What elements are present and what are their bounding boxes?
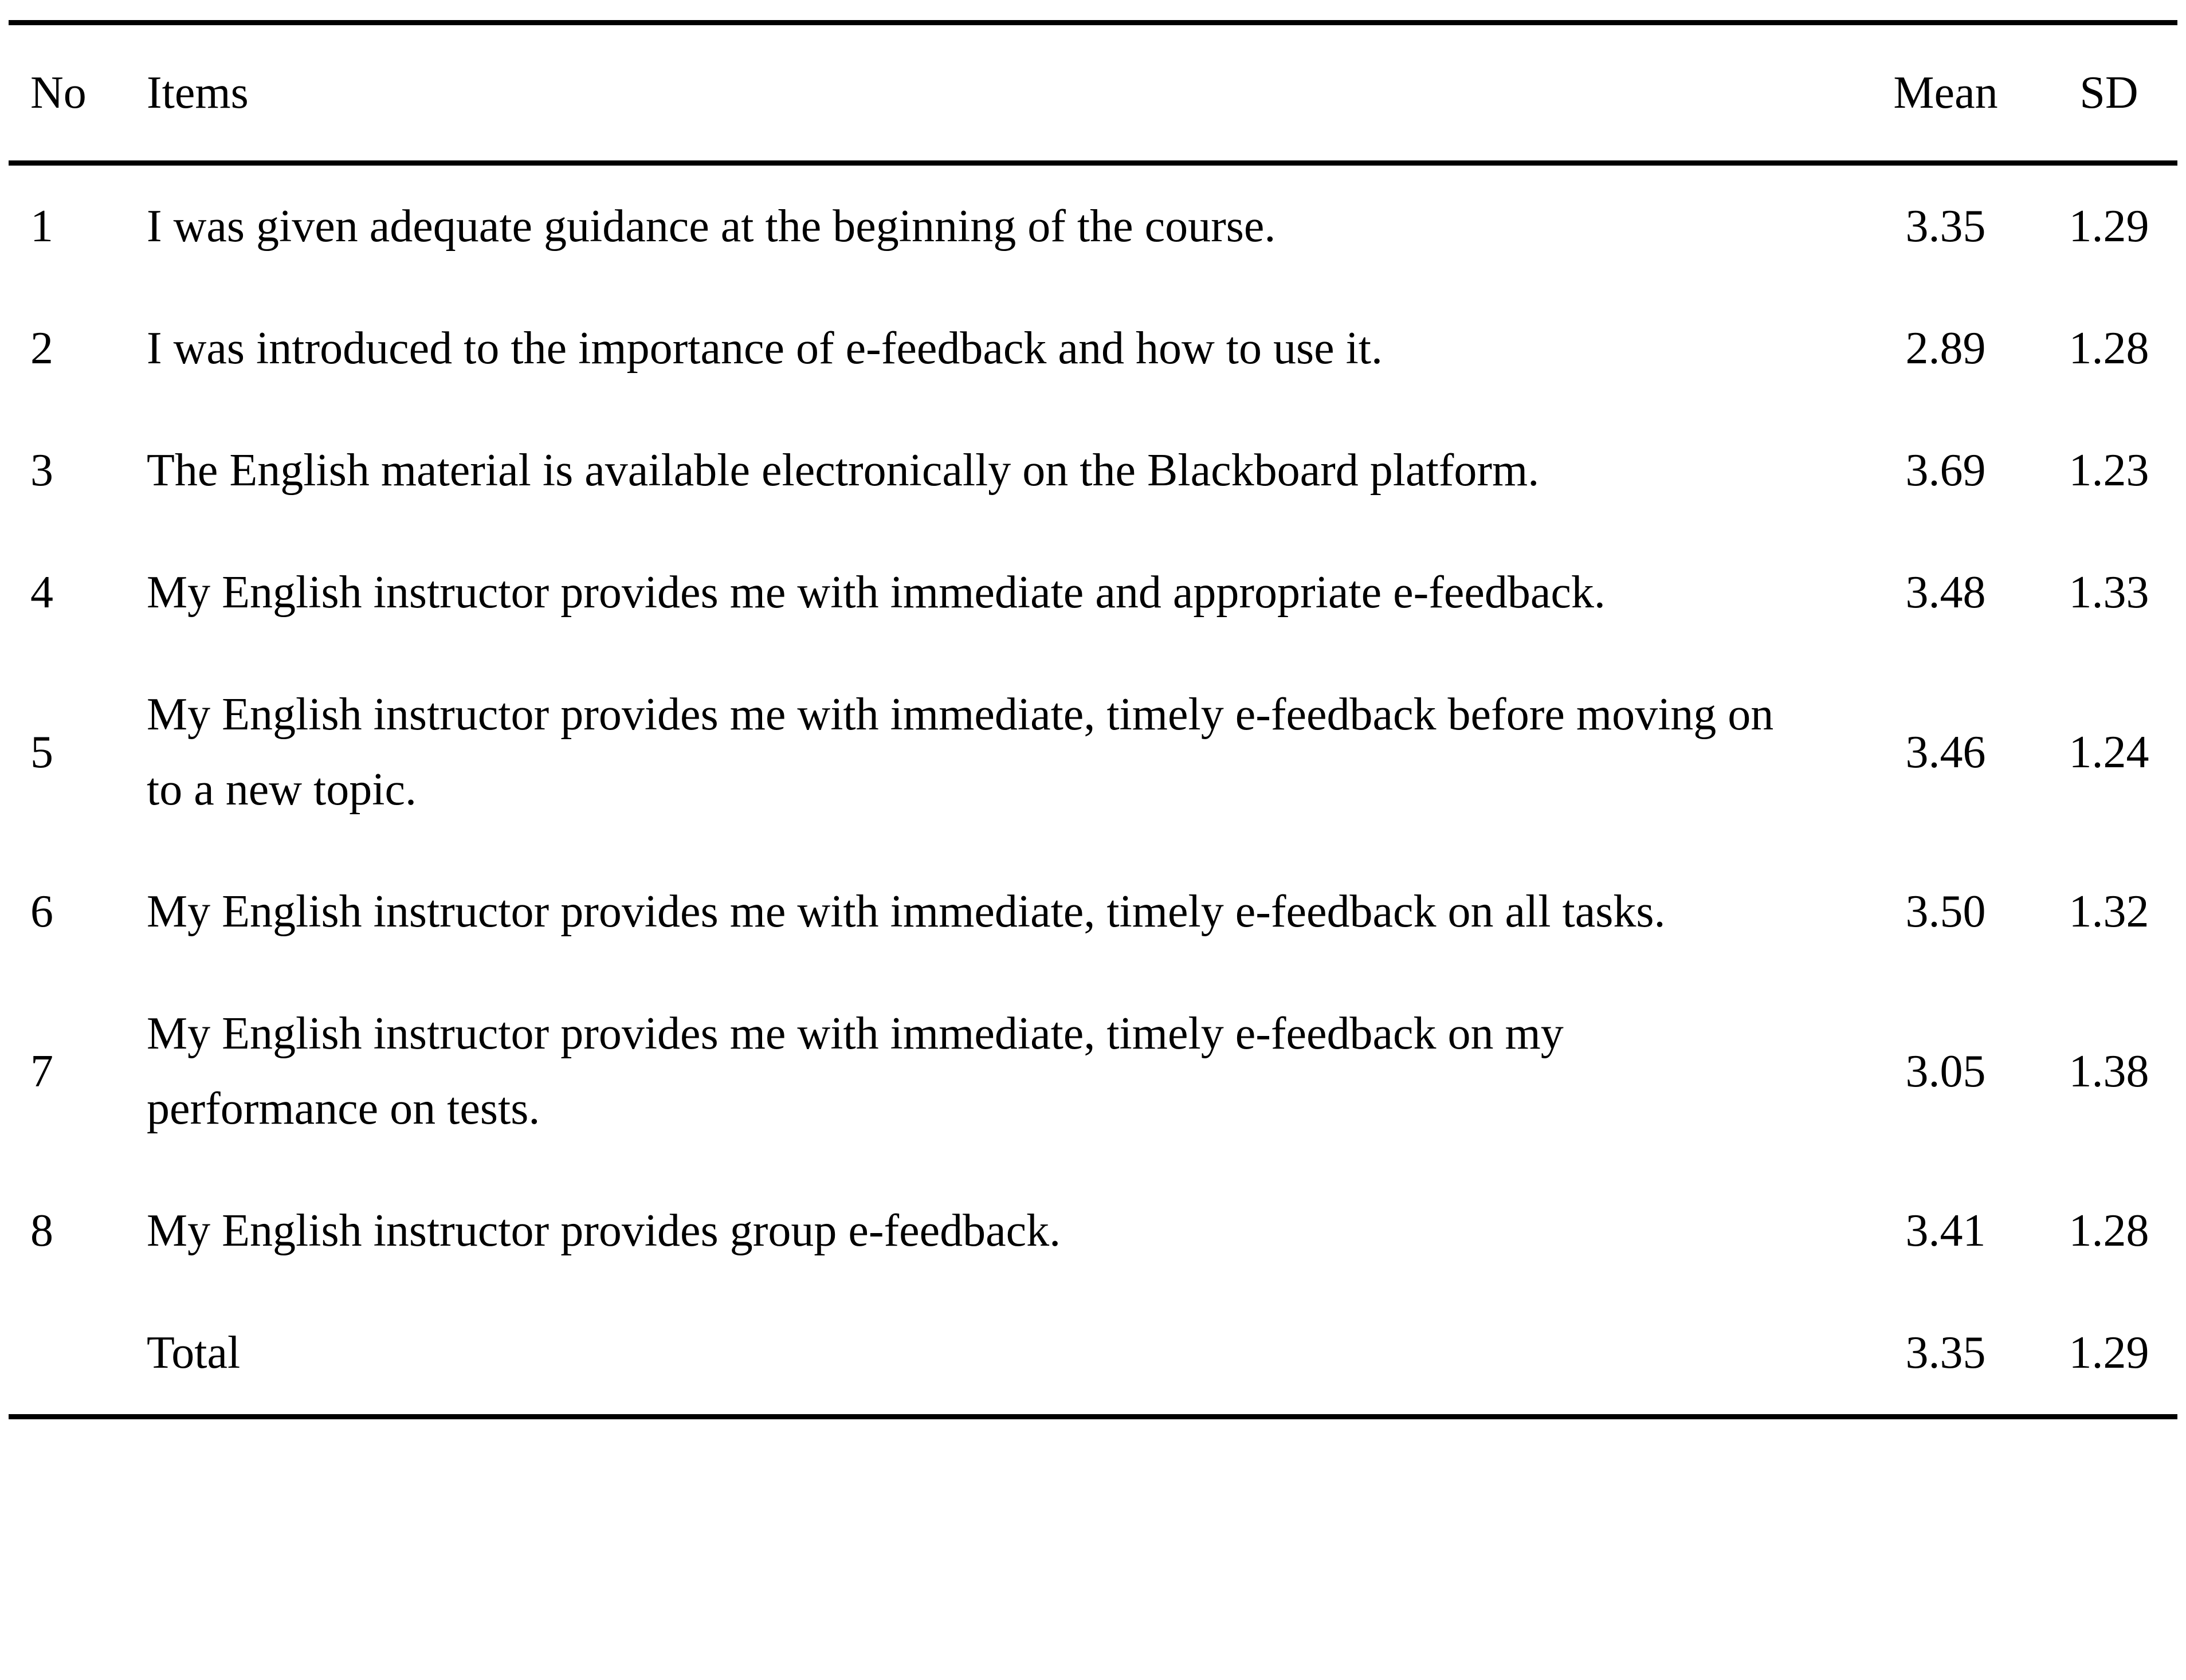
col-header-mean: Mean (1893, 67, 1998, 118)
table-row (9, 410, 2177, 532)
col-header-sd: SD (2079, 67, 2138, 118)
item-text: I was introduced to the importance of e-feedback and how to use it. (147, 323, 1383, 374)
sd-value: 1.28 (2069, 323, 2149, 374)
item-text: The English material is available electronically on the Blackboard platform. (147, 445, 1540, 496)
sd-value: 1.28 (2069, 1206, 2149, 1256)
survey-results-table (9, 20, 2177, 1419)
item-text: My English instructor provides me with immediate, timely e-feedback on all tasks. (147, 886, 1666, 937)
mean-value: 3.69 (1905, 445, 1986, 496)
mean-value: 3.48 (1905, 567, 1986, 618)
item-text: I was given adequate guidance at the beginning of the course. (147, 201, 1276, 252)
sd-value: 1.29 (2069, 201, 2149, 252)
row-no: 5 (30, 727, 53, 778)
col-header-items: Items (147, 67, 249, 118)
item-text: My English instructor provides group e-feedback. (147, 1206, 1061, 1256)
item-text: My English instructor provides me with immediate and appropriate e-feedback. (147, 567, 1606, 618)
sd-value: 1.32 (2069, 886, 2149, 937)
total-row (9, 1292, 2177, 1417)
mean-value: 3.41 (1905, 1206, 1986, 1256)
mean-value: 3.46 (1905, 727, 1986, 778)
table-body (9, 163, 2177, 1417)
sd-value: 1.29 (2069, 1328, 2149, 1378)
table-row (9, 288, 2177, 410)
mean-value: 2.89 (1905, 323, 1986, 374)
sd-value: 1.38 (2069, 1046, 2149, 1097)
sd-value: 1.33 (2069, 567, 2149, 618)
row-no: 2 (30, 323, 53, 374)
table-row (9, 532, 2177, 654)
item-text: My English instructor provides me with immediate, timely e-feedback on my performance on tests. (147, 1008, 1564, 1134)
row-no: 7 (30, 1046, 53, 1097)
table-row (9, 1170, 2177, 1292)
row-no: 8 (30, 1206, 53, 1256)
row-no: 1 (30, 201, 53, 252)
row-no (9, 1292, 121, 1417)
table-header (9, 23, 2177, 163)
table-row (9, 163, 2177, 288)
row-no: 6 (30, 886, 53, 937)
col-header-no: No (30, 67, 87, 118)
mean-value: 3.05 (1905, 1046, 1986, 1097)
item-text: My English instructor provides me with immediate, timely e-feedback before moving on to a new topic. (147, 689, 1774, 815)
total-label: Total (147, 1328, 241, 1378)
mean-value: 3.35 (1905, 1328, 1986, 1378)
table-row (9, 973, 2177, 1170)
row-no: 3 (30, 445, 53, 496)
table-row (9, 851, 2177, 973)
sd-value: 1.23 (2069, 445, 2149, 496)
sd-value: 1.24 (2069, 727, 2149, 778)
row-no: 4 (30, 567, 53, 618)
header-row (9, 23, 2177, 163)
mean-value: 3.50 (1905, 886, 1986, 937)
table-row (9, 654, 2177, 851)
mean-value: 3.35 (1905, 201, 1986, 252)
